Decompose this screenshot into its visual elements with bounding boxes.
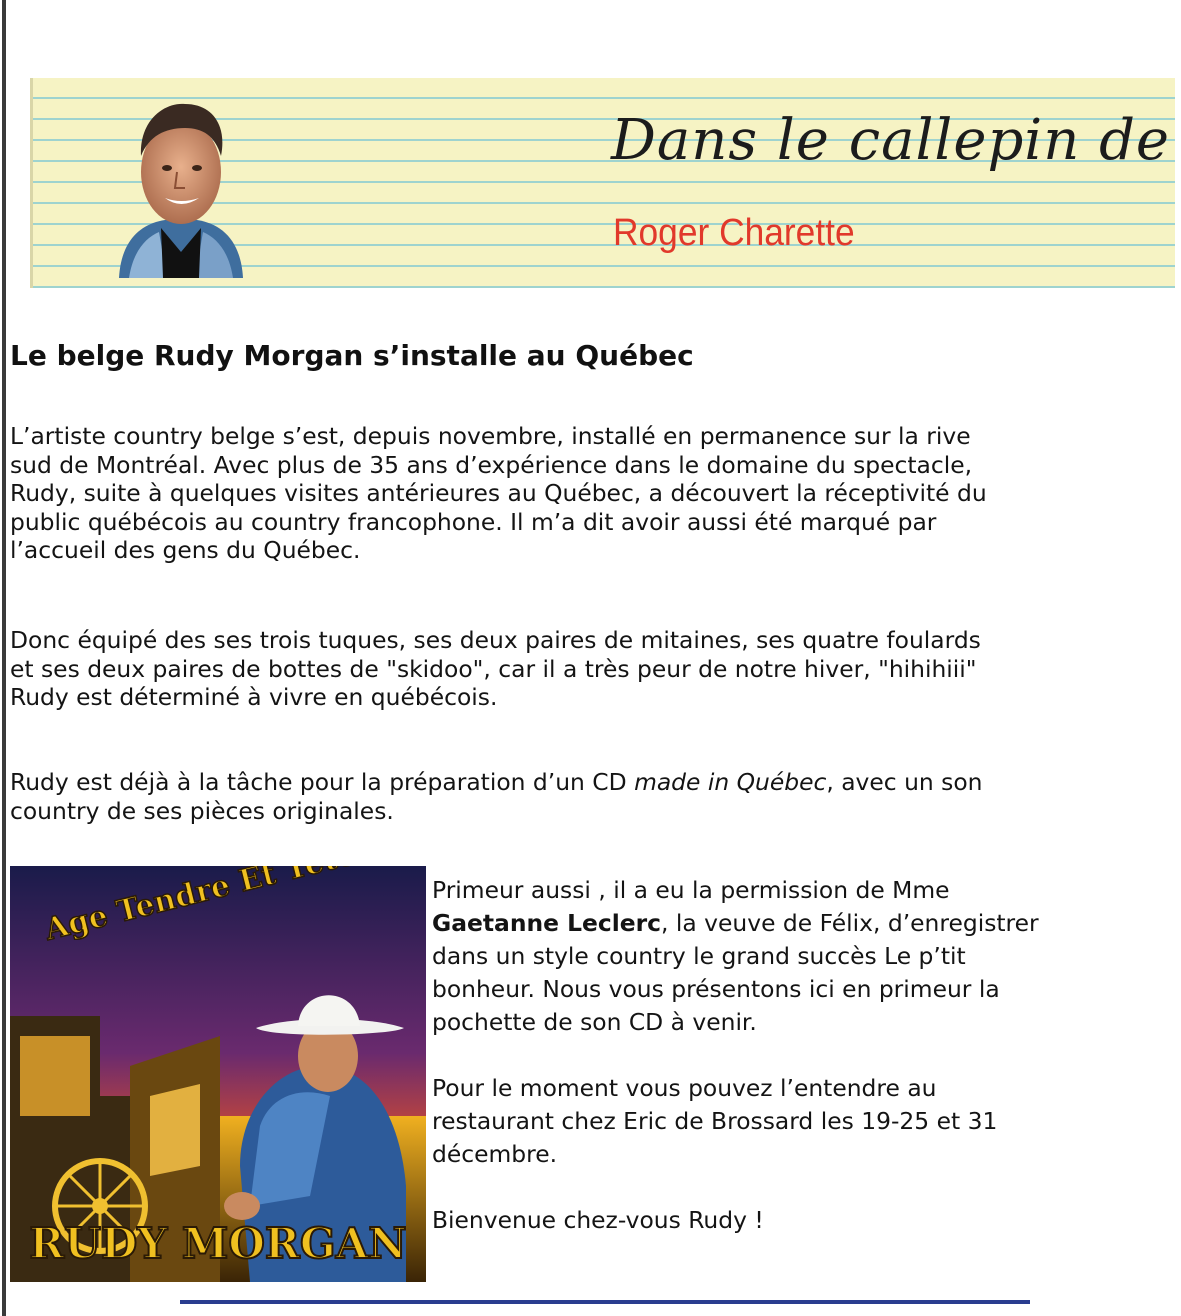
paragraph-line: bonheur. Nous vous présentons ici en primeur la [432,975,1000,1003]
paragraph-line: public québécois au country francophone. Il m’a dit avoir aussi été marqué par [10,507,937,536]
paragraph-line: Donc équipé des ses trois tuques, ses deux paires de mitaines, ses quatre foulards [10,626,981,654]
bottom-divider [180,1300,1030,1304]
bold-run: Gaetanne Leclerc [432,909,662,937]
article-headline: Le belge Rudy Morgan s’installe au Québec [10,339,694,372]
text-run: Rudy est déjà à la tâche pour la préparation d’un CD [10,768,635,796]
callepin-title: Dans le callepin de [611,108,1171,173]
paragraph-3 [10,768,1170,825]
left-border-line [2,0,6,1316]
author-name: Roger Charette [613,212,855,254]
album-cover-image [10,866,426,1282]
paragraph-line: l’accueil des gens du Québec. [10,536,361,564]
album-section-text [432,874,1039,1237]
author-portrait [115,92,247,278]
paragraph-line: Rudy est déterminé à vivre en québécois. [10,683,498,711]
paragraph-line: country de ses pièces originales. [10,796,394,825]
text-run: , la veuve de Félix, d’enregistrer [661,909,1039,937]
album-artist-text: RUDY MORGAN [29,1219,407,1268]
paragraph-line: restaurant chez Eric de Brossard les 19-25 et 31 [432,1107,998,1135]
notepad-header [30,78,1175,288]
paragraph-line: dans un style country le grand succès Le p’tit [432,942,966,970]
italic-run: made in Québec [634,768,827,796]
paragraph-gap [432,1171,1039,1204]
paragraph-line: Primeur aussi , il a eu la permission de Mme [432,876,950,904]
paragraph-line: Rudy, suite à quelques visites antérieures au Québec, a découvert la réceptivité du [10,479,987,507]
paragraph-line: sud de Montréal. Avec plus de 35 ans d’expérience dans le domaine du spectacle, [10,450,973,479]
paragraph-line: Pour le moment vous pouvez l’entendre au [432,1074,937,1102]
paragraph-line: décembre. [432,1140,558,1168]
paragraph-gap [432,1039,1039,1072]
paragraph-line: et ses deux paires de bottes de "skidoo", car il a très peur de notre hiver, "hihihiii" [10,654,977,683]
paragraph-line [10,768,1170,797]
paragraph-line: L’artiste country belge s’est, depuis novembre, installé en permanence sur la rive [10,422,971,450]
paragraph-line: Bienvenue chez-vous Rudy ! [432,1206,764,1234]
paragraph-line: pochette de son CD à venir. [432,1008,757,1036]
paragraph-1 [10,422,1170,565]
paragraph-2 [10,626,1170,712]
paragraph-line [432,907,1039,940]
text-run: , avec un son [826,768,983,796]
